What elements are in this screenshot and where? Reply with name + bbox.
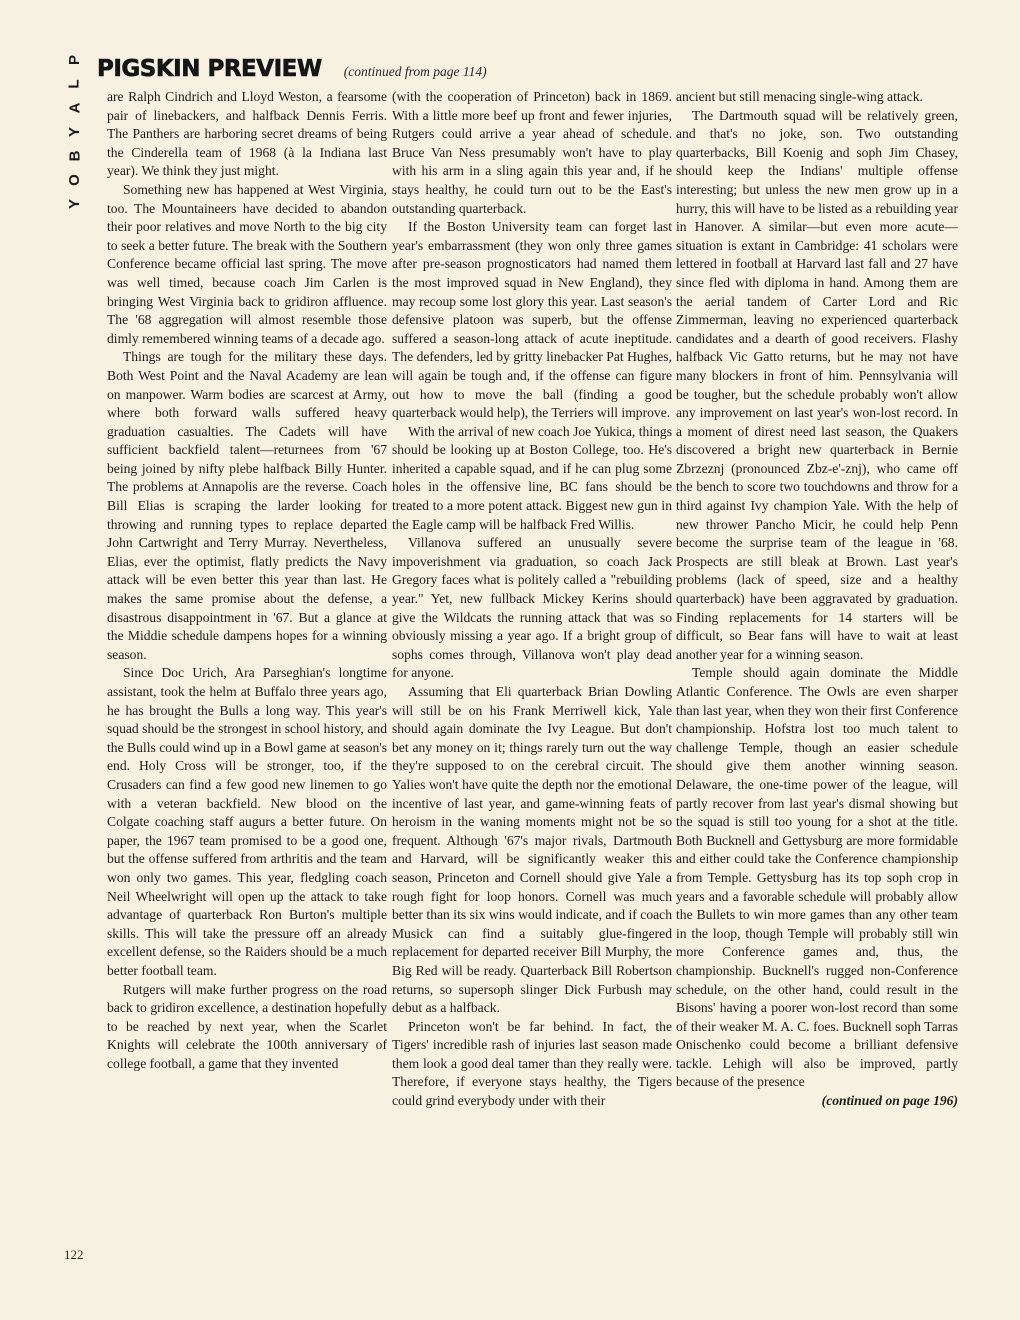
paragraph: Villanova suffered an unusually severe impoverishment via graduation, so coach Jack Gregory faces what is politely called a "rebuilding year." Yet, new fullback Mickey Kerins should give the Wildcats the running attack that was so obviously missing a year ago. If a bright group of sophs comes through, Villanova won't play dead for anyone. xyxy=(392,535,672,681)
paragraph: Assuming that Eli quarterback Brian Dowling will still be on his Frank Merriwell kick, Yale should again dominate the Ivy League. But don't bet any money on it; things rarely turn out the way they're supposed to on the cerebral circuit. The Yalies won't have quite the depth nor the emotional incentive of last year, and game-winning feats of heroism in the waning moments might not be so frequent. Although '67's major rivals, Dartmouth and Harvard, will be significantly weaker this season, Princeton and Cornell should give Yale a rough fight for loop honors. Cornell was much better than its six wins would indicate, and if coach Musick can find a suitably glue-fingered replacement for departed receiver Bill Murphy, the Big Red will be ready. Quarterback Bill Robertson returns, so supersoph slinger Dick Furbush may debut as a halfback. xyxy=(392,684,672,1016)
article-header xyxy=(97,56,487,84)
paragraph: (with the cooperation of Princeton) back in 1869. With a little more beef up front and fewer injuries, Rutgers could arrive a year ahead of schedule. Bruce Van Ness presumably won't have to play with his arm in a sling again this year and, if he stays healthy, he could turn out to be the East's outstanding quarterback. xyxy=(392,89,672,216)
paragraph: With the arrival of new coach Joe Yukica, things should be looking up at Boston College, too. He's inherited a capable squad, and if he can plug some holes in the offensive line, BC fans should be treated to a more potent attack. Biggest new gun in the Eagle camp will be halfback Fred Willis. xyxy=(392,423,672,532)
paragraph: ancient but still menacing single-wing attack. xyxy=(676,89,923,104)
paragraph: Since Doc Urich, Ara Parseghian's longtime assistant, took the helm at Buffalo three years ago, he has brought the Bulls a long way. This year's squad should be the strongest in school history, and the Bulls could wind up in a Bowl game at season's end. Holy Cross will be stronger, too, if the Crusaders can find a few good new linemen to go with a veteran backfield. New blood on the Colgate coaching staff augurs a better future. On paper, the 1967 team promised to be a good one, but the offense suffered from arthritis and the team won only two games. This year, fledgling coach Neil Wheelwright will open up the attack to take advantage of quarterback Ron Burton's multiple skills. This will take the pressure off an already excellent defense, so the Raiders should be a much better football team. xyxy=(107,665,387,978)
continued-on-note: (continued on page 196) xyxy=(821,1093,958,1109)
sidebar-letter: Y xyxy=(65,198,83,210)
paragraph: Princeton won't be far behind. In fact, the Tigers' incredible rash of injuries last season made them look a good deal tamer than they really were. Therefore, if everyone stays healthy, the Tigers could grind everybody under with their xyxy=(392,1018,672,1109)
sidebar-letter: O xyxy=(65,174,83,186)
text-column-1 xyxy=(107,88,387,1073)
magazine-sidebar-logo xyxy=(58,48,92,216)
paragraph: are Ralph Cindrich and Lloyd Weston, a fearsome pair of linebackers, and halfback Dennis Ferris. The Panthers are harboring secret dreams of being the Cinderella team of 1968 (à la Indiana last year). We think they just might. xyxy=(107,89,387,179)
sidebar-letter: B xyxy=(66,150,83,162)
paragraph: The Dartmouth squad will be relatively green, and that's no joke, son. Two outstanding quarterbacks, Bill Koenig and soph Jim Chasey, should keep the Indians' multiple offense interesting; but unless the new men grow up in a hurry, this will have to be listed as a rebuilding year in Hanover. A similar—but even more acute—situation is extant in Cambridge: 41 scholars were lettered in football at Harvard last fall and 27 have since fled with diploma in hand. Among them are the aerial tandem of Carter Lord and Ric Zimmerman, leaving no experienced quarterback candidates and a dearth of good receivers. Flashy halfback Vic Gatto returns, but he may not have many blockers in front of him. Pennsylvania will be tougher, but the schedule probably won't allow any improvement on last year's won-lost record. In a moment of direst need last season, the Quakers discovered a bright new quarterback in Bernie Zbrzeznj (pronounced Zbz-e'-znj), who came off the bench to score two touchdowns and throw for a third against Ivy champion Yale. With the help of new thrower Pancho Micir, he could help Penn become the surprise team of the league in '68. Prospects are still bleak at Brown. Last year's problems (lack of speed, size and a healthy quarterback) have been aggravated by graduation. Finding replacements for 14 starters will be difficult, so Bear fans will have to wait at least another year for a winning season. xyxy=(676,107,958,662)
sidebar-letter: P xyxy=(65,54,83,66)
sidebar-letter: A xyxy=(66,102,83,114)
paragraph: If the Boston University team can forget last year's embarrassment (they won only three games after pre-season prognosticators had named them the most improved squad in New England), they may recoup some lost glory this year. Last season's defensive platoon was superb, but the offense suffered a season-long attack of acute ineptitude. The defenders, led by gritty linebacker Pat Hughes, will again be tough and, if the offense can figure out how to move the ball (finding a good quarterback would help), the Terriers will improve. xyxy=(392,219,672,421)
sidebar-letter: Y xyxy=(65,126,83,138)
continued-from-note: (continued from page 114) xyxy=(343,64,487,79)
page-number: 122 xyxy=(64,1247,84,1262)
paragraph: Rutgers will make further progress on the road back to gridiron excellence, a destination hopefully to be reached by next year, when the Scarlet Knights will celebrate the 100th anniversary of college football, a game that they invented xyxy=(107,981,387,1071)
paragraph: Something new has happened at West Virginia, too. The Mountaineers have decided to abandon their poor relatives and move North to the big city to seek a better future. The break with the Southern Conference became official last spring. The move was well timed, because coach Jim Carlen is bringing West Virginia back to gridiron affluence. The '68 aggregation will almost resemble those dimly remembered winning teams of a decade ago. xyxy=(107,181,387,346)
paragraph: Temple should again dominate the Middle Atlantic Conference. The Owls are even sharper than last year, when they won their first Conference championship. Hofstra lost too much talent to challenge Temple, though an easier schedule should give them another winning season. Delaware, the one-time power of the league, will partly recover from last year's dismal showing but the squad is still too young for a shot at the title. Both Bucknell and Gettysburg are more formidable and either could take the Conference championship from Temple. Gettysburg has its top soph crop in years and a favorable schedule will probably allow the Bullets to win more games than any other team in the loop, though Temple will probably still win more Conference games and, thus, the championship. Bucknell's rugged non-Conference schedule, on the other hand, could result in the Bisons' having a poorer won-lost record than some of their weaker M. A. C. foes. Bucknell soph Tarras Onischenko could become a brilliant defensive tackle. Lehigh will also be improved, partly because of the presence xyxy=(676,665,958,1090)
sidebar-letter: L xyxy=(65,79,83,89)
text-column-2 xyxy=(392,88,672,1111)
article-title: PIGSKIN PREVIEW xyxy=(97,56,322,82)
paragraph: Things are tough for the military these days. Both West Point and the Naval Academy are lean on manpower. Warm bodies are scarcest at Army, where both forward walls suffered heavy graduation casualties. The Cadets will have sufficient backfield talent—returnees from '67 being joined by nifty plebe halfback Billy Hunter. The problems at Annapolis are the reverse. Coach Bill Elias is scraping the larder looking for throwing and running types to replace departed John Cartwright and Terry Murray. Nevertheless, Elias, ever the optimist, flatly predicts the Navy attack will be even better this year than last. He makes the same promise about the defense, a disastrous disappointment in '67. But a glance at the Middie schedule dampens hopes for a winning season. xyxy=(107,349,387,662)
text-column-3 xyxy=(676,88,958,1111)
